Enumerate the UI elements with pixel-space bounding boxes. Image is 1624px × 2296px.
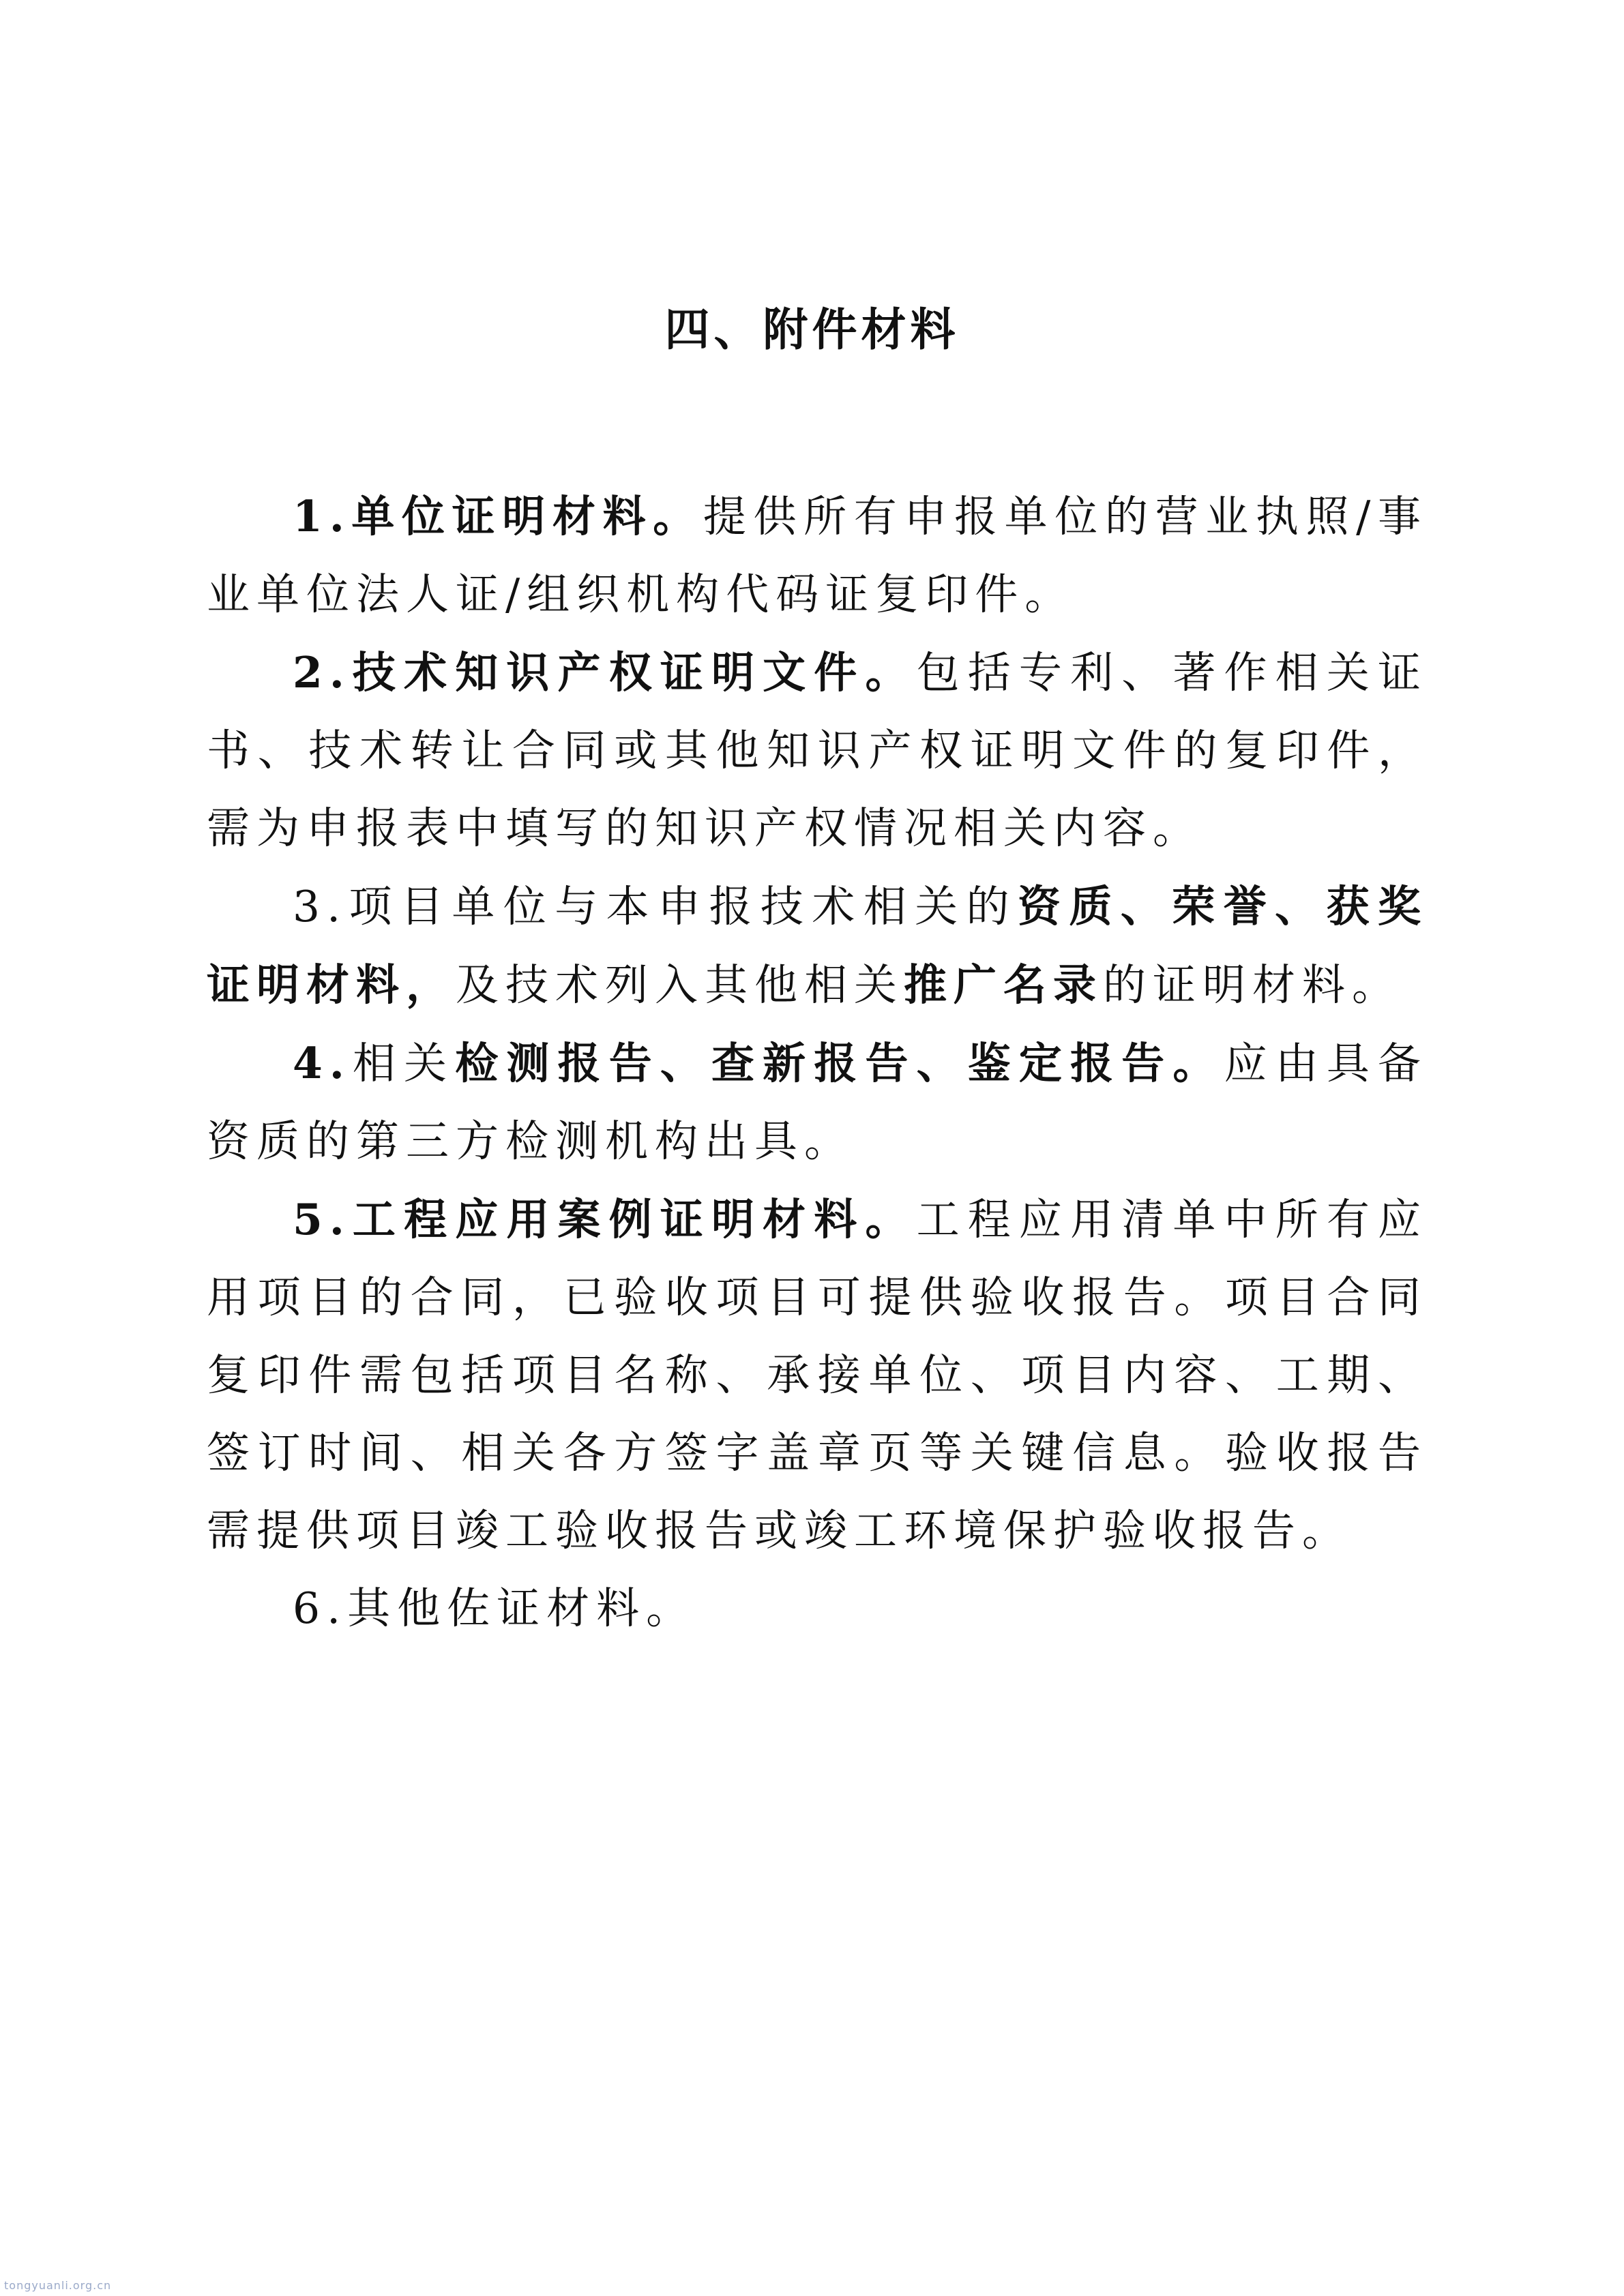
paragraph-4-emphasis: 检测报告、查新报告、鉴定报告。 <box>455 1038 1224 1088</box>
paragraph-3-text-c: 的证明材料。 <box>1103 960 1402 1010</box>
paragraph-3-text-b: 及技术列入其他相关 <box>456 960 904 1010</box>
site-watermark: tongyuanli.org.cn <box>4 2279 112 2292</box>
paragraph-1-heading: 1.单位证明材料。 <box>293 491 703 541</box>
paragraph-6 <box>207 1570 1428 1648</box>
paragraph-4 <box>207 1024 1428 1180</box>
section-title: 四、附件材料 <box>664 303 960 356</box>
document-body <box>207 477 1428 1648</box>
paragraph-3-emphasis-b: 推广名录 <box>904 959 1103 1010</box>
paragraph-5-text: 工程应用清单中所有应用项目的合同，已验收项目可提供验收报告。项目合同复印件需包括项目名称、承接单位、项目内容、工期、签订时间、相关各方签字盖章页等关键信息。验收报告需提供项目竣工验收报告或竣工环境保护验收报告。 <box>207 1195 1428 1555</box>
paragraph-1-text: 提供所有申报单位的营业执照/事业单位法人证/组织机构代码证复印件。 <box>207 492 1428 619</box>
paragraph-3-text-a: 3.项目单位与本申报技术相关的 <box>293 882 1018 931</box>
paragraph-5 <box>207 1180 1428 1570</box>
paragraph-2-heading: 2.技术知识产权证明文件。 <box>293 647 917 698</box>
paragraph-6-text: 6.其他佐证材料。 <box>293 1583 696 1633</box>
paragraph-2-text: 包括专利、著作相关证书、技术转让合同或其他知识产权证明文件的复印件，需为申报表中填写的知识产权情况相关内容。 <box>207 648 1428 853</box>
paragraph-3-emphasis-a: 资质、荣誉、获奖证明材料， <box>207 881 1428 1010</box>
paragraph-2 <box>207 633 1428 867</box>
paragraph-3 <box>207 867 1428 1024</box>
paragraph-1 <box>207 477 1428 633</box>
paragraph-4-text-a: 相关 <box>351 1039 456 1088</box>
paragraph-5-heading: 5.工程应用案例证明材料。 <box>293 1194 917 1244</box>
paragraph-4-text-b: 应由具备资质的第三方检测机构出具。 <box>207 1039 1428 1166</box>
paragraph-4-number: 4. <box>293 1038 351 1088</box>
